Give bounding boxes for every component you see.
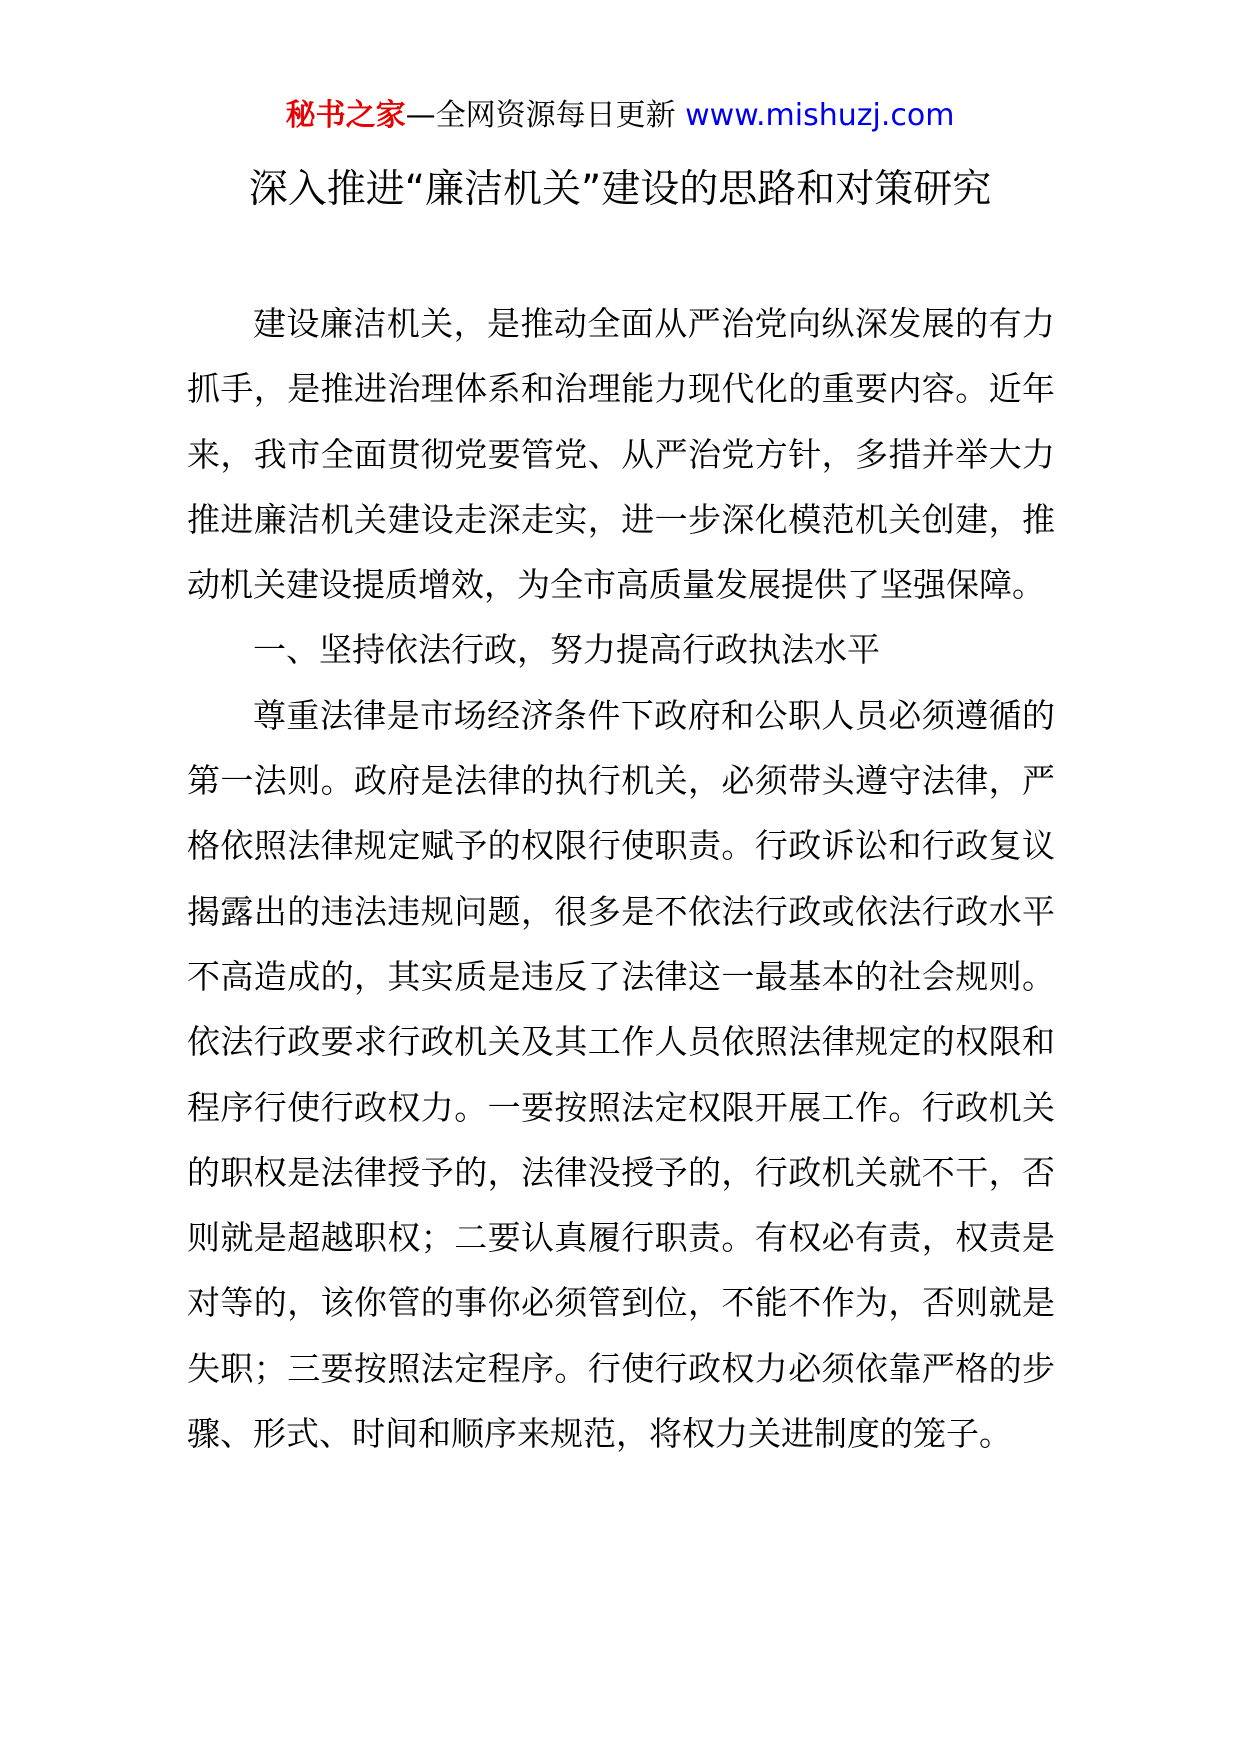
banner-url-link[interactable]: www.mishuzj.com [685,98,955,133]
intro-paragraph: 建设廉洁机关，是推动全面从严治党向纵深发展的有力抓手，是推进治理体系和治理能力现代化的重要内容。近年来，我市全面贯彻党要管党、从严治党方针，多措并举大力推进廉洁机关建设走深走实，进一步深化模范机关创建，推动机关建设提质增效，为全市高质量发展提供了坚强保障。 [187,304,1055,605]
banner-tagline: —全网资源每日更新 [405,98,676,133]
document-body [187,291,1055,1466]
document-title: 深入推进“廉洁机关”建设的思路和对策研究 [248,167,992,212]
section-paragraph: 尊重法律是市场经济条件下政府和公职人员必须遵循的第一法则。政府是法律的执行机关，必须带头遵守法律，严格依照法律规定赋予的权限行使职责。行政诉讼和行政复议揭露出的违法违规问题，很多是不依法行政或依法行政水平不高造成的，其实质是违反了法律这一最基本的社会规则。依法行政要求行政机关及其工作人员依照法律规定的权限和程序行使行政权力。一要按照法定权限开展工作。行政机关的职权是法律授予的，法律没授予的，行政机关就不干，否则就是超越职权；二要认真履行职责。有权必有责，权责是对等的，该你管的事你必须管到位，不能不作为，否则就是失职；三要按照法定程序。行使行政权力必须依靠严格的步骤、形式、时间和顺序来规范，将权力关进制度的笼子。 [187,695,1055,1454]
banner-brand: 秘书之家 [285,98,406,133]
section-heading: 一、坚持依法行政，努力提高行政执法水平 [253,630,880,670]
site-banner [0,96,1240,136]
